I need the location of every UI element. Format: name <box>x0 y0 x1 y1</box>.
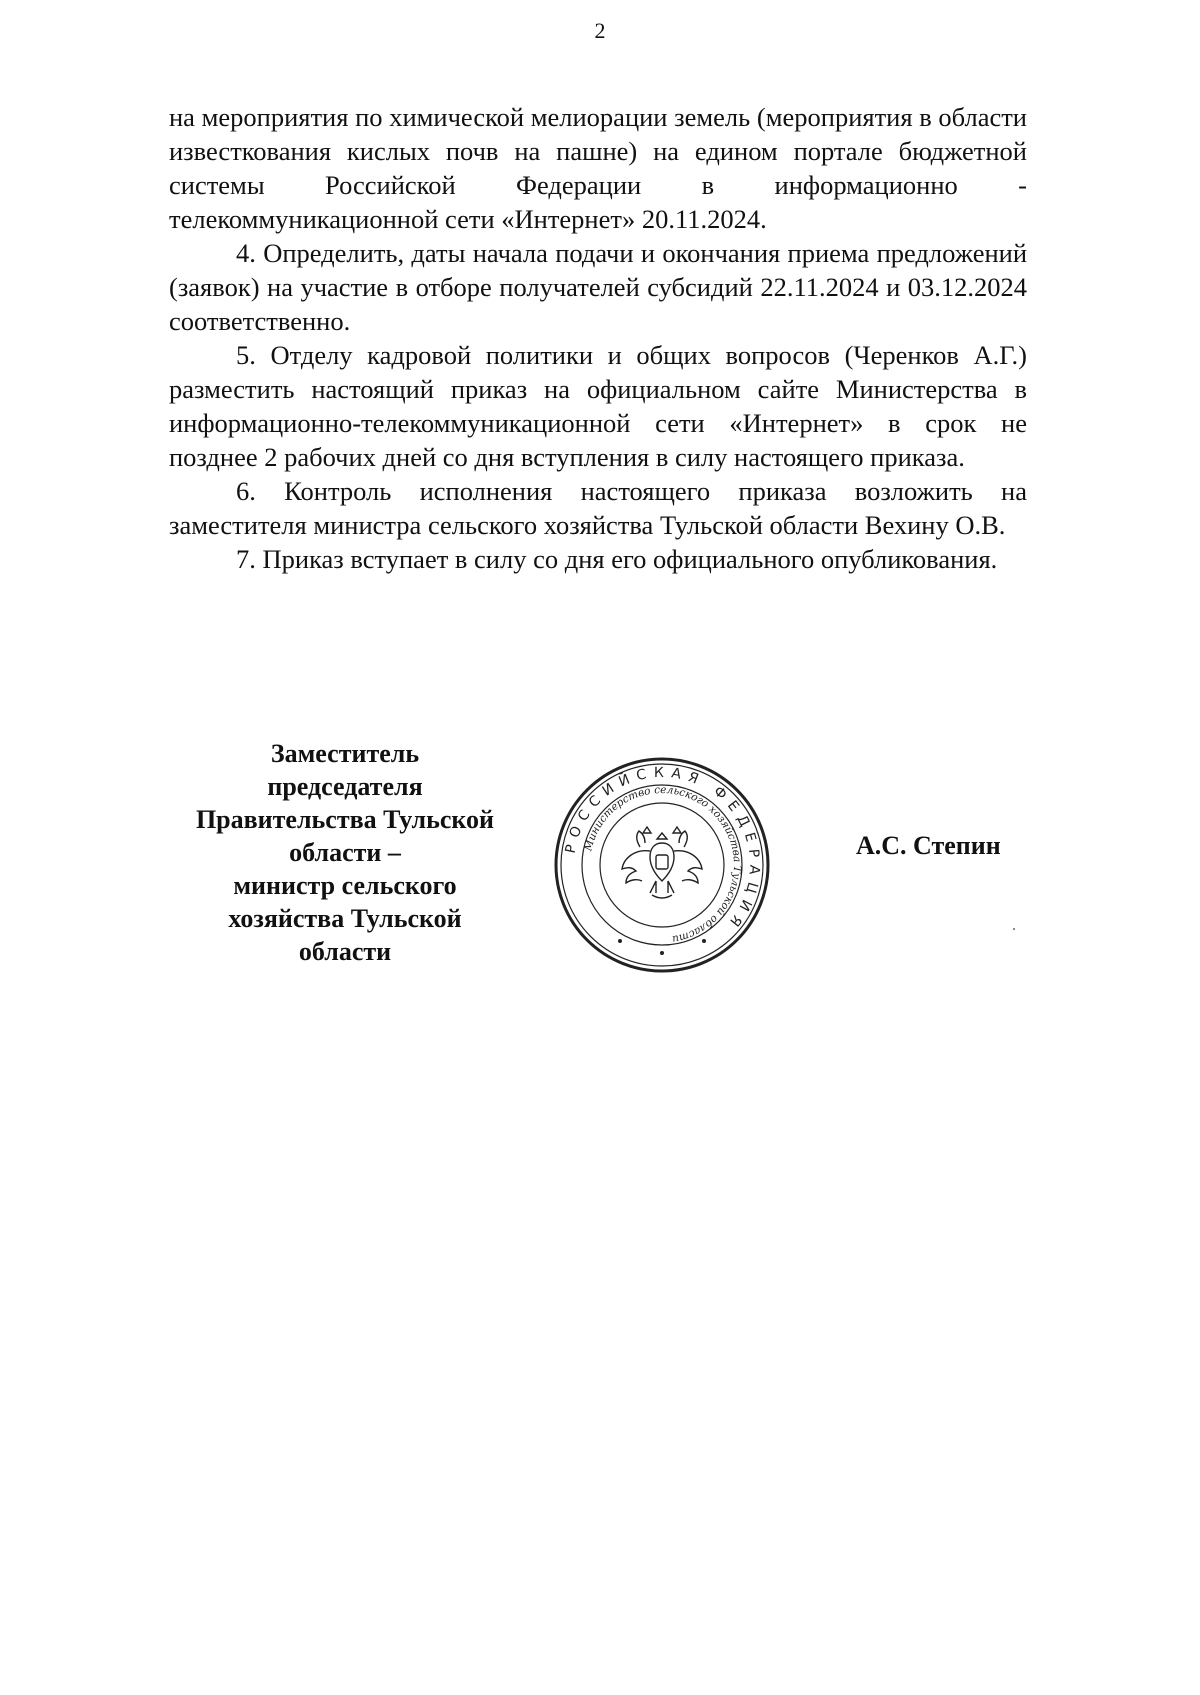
signer-name: А.С. Степин <box>856 831 1001 860</box>
paragraph-continuation: на мероприятия по химической мелиорации земель (мероприятия в области известкования кислых почв на пашне) на едином портале бюджетной системы Российской Федерации в информационно - телекоммуникационной сети «Интернет» 20.11.2024. <box>169 102 1027 234</box>
paragraph-item-4: 4. Определить, даты начала подачи и окончания приема предложений (заявок) на участие в отборе получателей субсидий 22.11.2024 и 03.12.2024 соответственно. <box>169 238 1027 336</box>
scan-artifact-dot <box>1013 928 1015 930</box>
paragraph-item-5: 5. Отделу кадровой политики и общих вопросов (Черенков А.Г.) разместить настоящий приказ на официальном сайте Министерства в информационно-телекоммуникационной сети «Интернет» в срок не позднее 2 рабочих дней со дня вступления в силу настоящего приказа. <box>169 340 1027 472</box>
seal-inner-ring <box>600 803 724 927</box>
document-body <box>169 100 1027 576</box>
seal-inner-text: Министерство сельского хозяйства Тульской области <box>582 783 744 946</box>
signatory-position-title: Заместитель председателя Правительства Тульской области – министр сельского хозяйства Тульской области <box>195 739 495 966</box>
double-headed-eagle-emblem <box>622 827 702 898</box>
seal-outer-text: РОССИЙСКАЯ ФЕДЕРАЦИЯ <box>562 764 763 935</box>
seal-stars <box>618 939 706 955</box>
paragraph-item-6: 6. Контроль исполнения настоящего приказа возложить на заместителя министра сельского хозяйства Тульской области Вехину О.В. <box>169 476 1027 540</box>
page-number: 2 <box>594 18 606 43</box>
seal-svg <box>552 755 772 975</box>
official-seal-stamp <box>552 755 772 975</box>
paragraph-item-7: 7. Приказ вступает в силу со дня его официального опубликования. <box>236 544 998 574</box>
